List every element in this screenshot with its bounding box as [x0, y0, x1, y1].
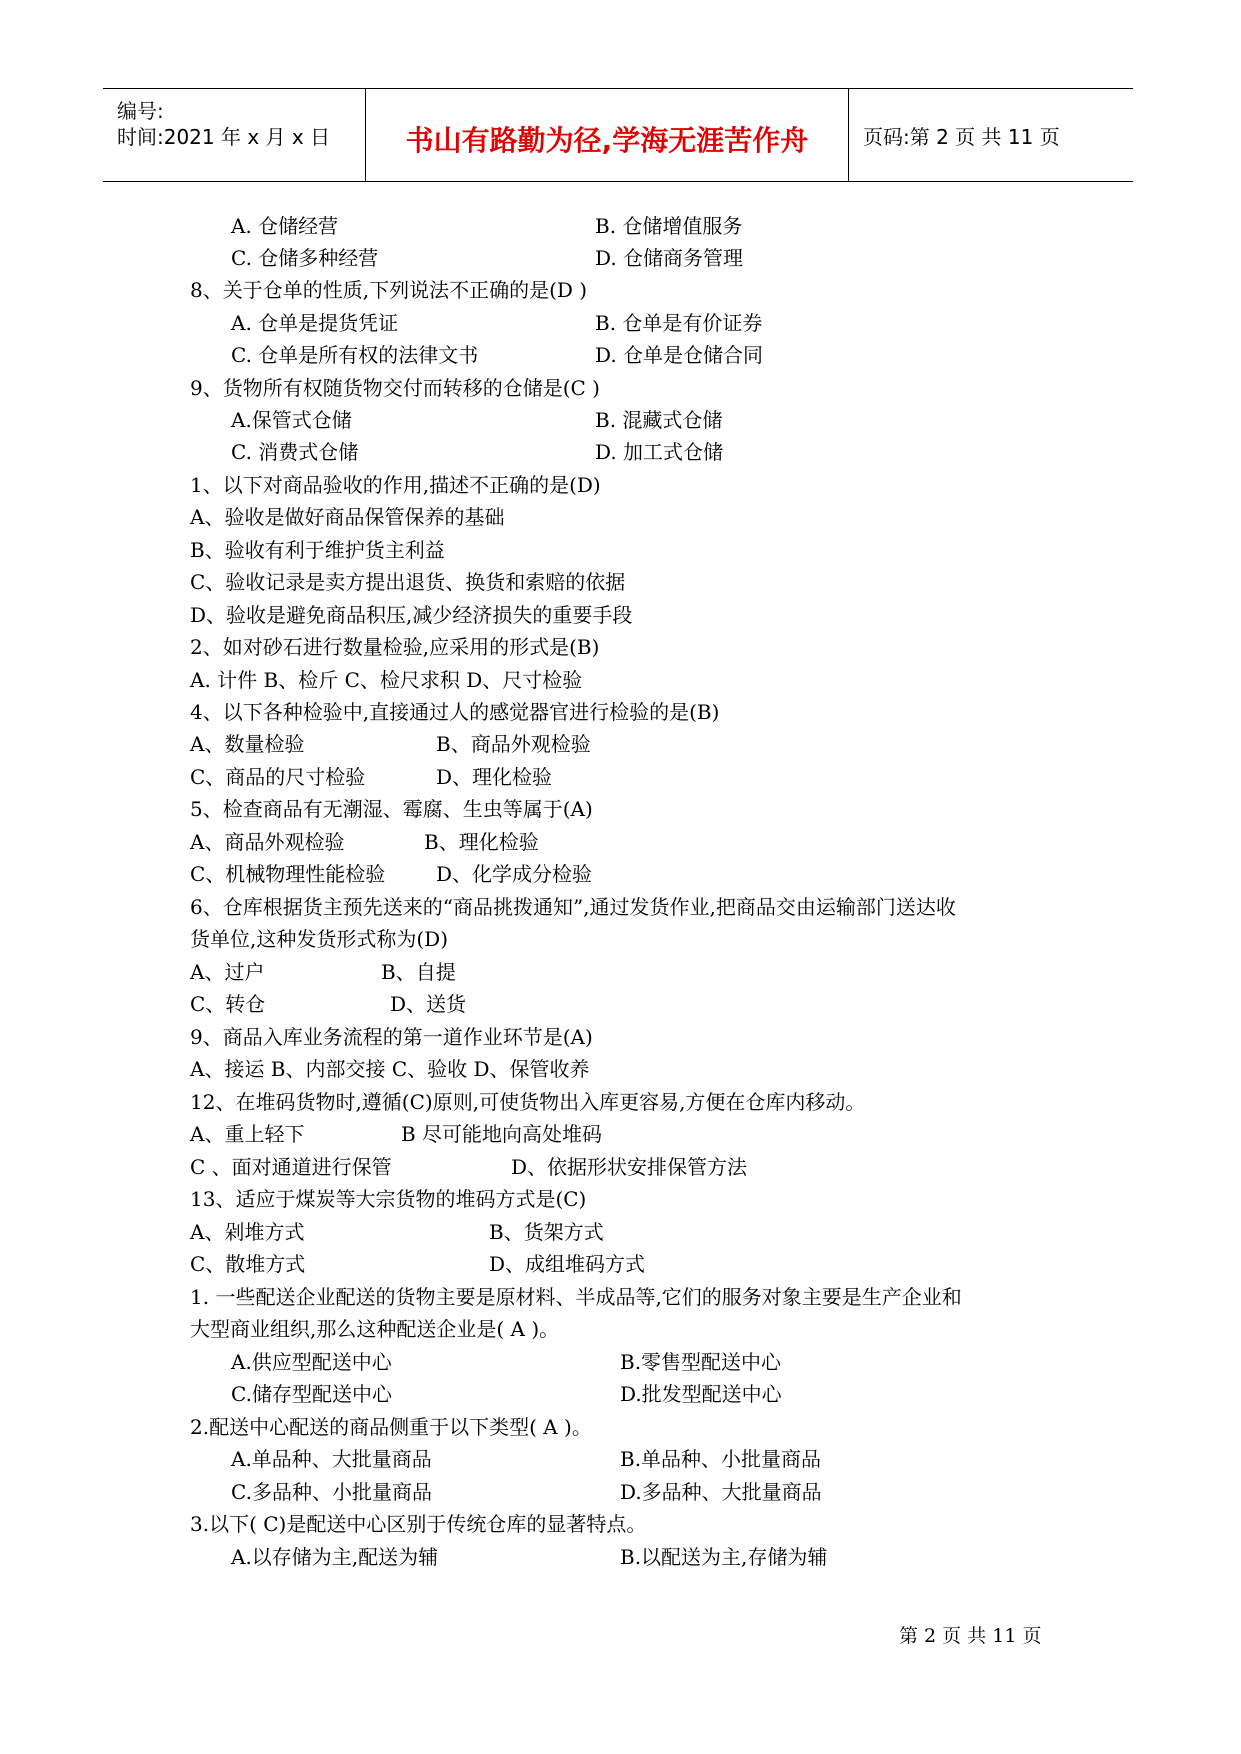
text-line: D、成组堆码方式	[489, 1252, 646, 1276]
question-line: 1. 一些配送企业配送的货物主要是原材料、半成品等,它们的服务对象主要是生产企业和	[190, 1285, 962, 1309]
text-line: C.多品种、小批量商品	[231, 1480, 432, 1504]
text-line: A.供应型配送中心	[231, 1350, 392, 1374]
text-line: B.以配送为主,存储为辅	[620, 1545, 828, 1569]
text-line: D、依据形状安排保管方法	[511, 1155, 748, 1179]
question-line: 4、以下各种检验中,直接通过人的感觉器官进行检验的是(B)	[190, 700, 720, 724]
text-line: A.以存储为主,配送为辅	[231, 1545, 439, 1569]
text-line: A、验收是做好商品保管保养的基础	[190, 505, 505, 529]
text-line: D. 加工式仓储	[595, 440, 724, 464]
question-line: 2.配送中心配送的商品侧重于以下类型( A )。	[190, 1415, 592, 1439]
text-line: C、验收记录是卖方提出退货、换货和索赔的依据	[190, 570, 626, 594]
text-line: D.批发型配送中心	[620, 1382, 782, 1406]
text-line: B. 混藏式仓储	[595, 408, 723, 432]
page-number-label: 页码:第 2 页 共 11 页	[863, 125, 1060, 149]
question-line: 6、仓库根据货主预先送来的“商品挑拨通知”,通过发货作业,把商品交由运输部门送达收	[190, 895, 956, 919]
time-label: 时间:2021 年 x 月 x 日	[117, 125, 331, 149]
header-left-cell	[103, 89, 365, 181]
header-right-cell	[849, 89, 1133, 181]
text-line: C. 仓储多种经营	[231, 246, 379, 270]
text-line: B. 仓单是有价证券	[595, 311, 763, 335]
text-line: B. 仓储增值服务	[595, 214, 743, 238]
header-middle-cell	[365, 89, 849, 181]
text-line: B、货架方式	[489, 1220, 604, 1244]
text-line: B.单品种、小批量商品	[620, 1447, 822, 1471]
text-line: C、转仓	[190, 992, 266, 1016]
question-line: 8、关于仓单的性质,下列说法不正确的是(D )	[190, 278, 588, 302]
text-line: A、过户	[190, 960, 265, 984]
text-line: 大型商业组织,那么这种配送企业是( A )。	[190, 1317, 560, 1341]
text-line: 货单位,这种发货形式称为(D)	[190, 927, 448, 951]
text-line: D、验收是避免商品积压,减少经济损失的重要手段	[190, 603, 633, 627]
text-line: D. 仓单是仓储合同	[595, 343, 764, 367]
question-line: 1、以下对商品验收的作用,描述不正确的是(D)	[190, 473, 601, 497]
text-line: C. 消费式仓储	[231, 440, 359, 464]
page-footer: 第 2 页 共 11 页	[899, 1625, 1042, 1647]
text-line: D、理化检验	[436, 765, 553, 789]
question-line: 2、如对砂石进行数量检验,应采用的形式是(B)	[190, 635, 600, 659]
question-line: 3.以下( C)是配送中心区别于传统仓库的显著特点。	[190, 1512, 647, 1536]
question-line: 9、商品入库业务流程的第一道作业环节是(A)	[190, 1025, 593, 1049]
text-line: B、自提	[381, 960, 456, 984]
text-line: C. 仓单是所有权的法律文书	[231, 343, 479, 367]
text-line: B 尽可能地向高处堆码	[401, 1122, 603, 1146]
question-line: 13、适应于煤炭等大宗货物的堆码方式是(C)	[190, 1187, 587, 1211]
text-line: B、理化检验	[424, 830, 539, 854]
text-line: A. 计件 B、检斤 C、检尺求积 D、尺寸检验	[190, 668, 583, 692]
text-line: C.储存型配送中心	[231, 1382, 392, 1406]
text-line: C、散堆方式	[190, 1252, 306, 1276]
text-line: A、商品外观检验	[190, 830, 345, 854]
code-label: 编号:	[117, 99, 164, 123]
question-line: 9、货物所有权随货物交付而转移的仓储是(C )	[190, 376, 600, 400]
page-header	[103, 88, 1133, 182]
text-line: B、验收有利于维护货主利益	[190, 538, 445, 562]
text-line: A、剁堆方式	[190, 1220, 305, 1244]
question-line: 5、检查商品有无潮湿、霉腐、生虫等属于(A)	[190, 797, 593, 821]
text-line: B.零售型配送中心	[620, 1350, 782, 1374]
text-line: B、商品外观检验	[436, 732, 591, 756]
text-line: A、数量检验	[190, 732, 305, 756]
text-line: A、接运 B、内部交接 C、验收 D、保管收养	[190, 1057, 590, 1081]
question-line: 12、在堆码货物时,遵循(C)原则,可使货物出入库更容易,方便在仓库内移动。	[190, 1090, 866, 1114]
text-line: A. 仓单是提货凭证	[231, 311, 399, 335]
header-motto: 书山有路勤为径,学海无涯苦作舟	[405, 124, 809, 157]
text-line: D、化学成分检验	[436, 862, 593, 886]
text-line: C、商品的尺寸检验	[190, 765, 366, 789]
text-line: A.保管式仓储	[231, 408, 352, 432]
text-line: A.单品种、大批量商品	[231, 1447, 432, 1471]
text-line: C 、面对通道进行保管	[190, 1155, 392, 1179]
text-line: D. 仓储商务管理	[595, 246, 744, 270]
text-line: D.多品种、大批量商品	[620, 1480, 822, 1504]
text-line: D、送货	[390, 992, 467, 1016]
text-line: A、重上轻下	[190, 1122, 305, 1146]
text-line: C、机械物理性能检验	[190, 862, 386, 886]
text-line: A. 仓储经营	[231, 214, 339, 238]
